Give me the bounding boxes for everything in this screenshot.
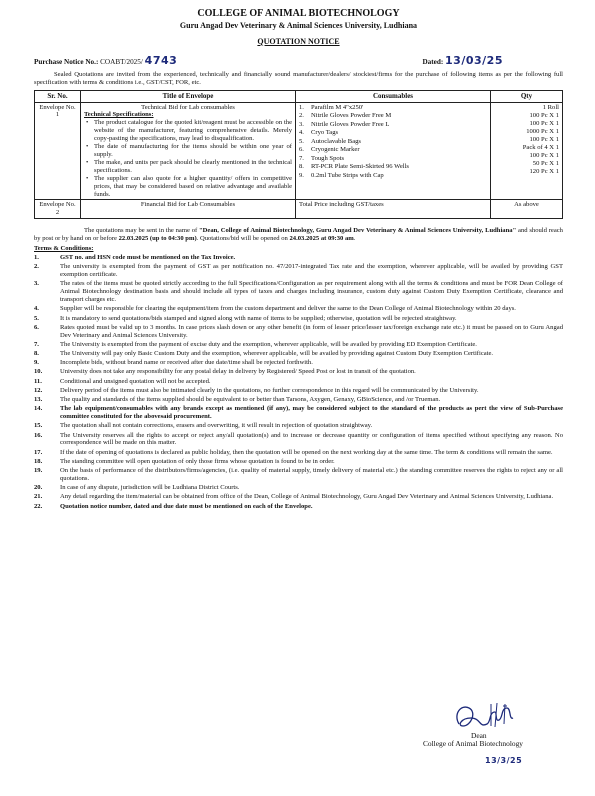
- item-qty: 100 Pc X 1: [529, 152, 559, 160]
- header-consumables: Consumables: [296, 91, 491, 102]
- notice-number-line: [34, 54, 563, 67]
- signatory-designation: Dean: [471, 731, 487, 740]
- envelope-1-title: Technical Bid for Lab consumables: [141, 103, 235, 111]
- envelope-2-label: Envelope No. 2: [35, 200, 81, 219]
- term-number: 6.: [34, 323, 39, 331]
- terms-list: [34, 254, 563, 511]
- spec-item: • The date of manufacturing for the items should be within one year of supply.: [94, 143, 292, 159]
- item-number: 7.: [299, 154, 304, 162]
- purchase-notice-label: Purchase Notice No.:: [34, 58, 99, 67]
- term-number: 21.: [34, 493, 43, 501]
- envelope-2-consumables: Total Price including GST/taxes: [296, 200, 491, 219]
- term-item: [34, 350, 563, 358]
- term-item: [34, 368, 563, 376]
- term-item: [34, 484, 563, 492]
- tech-spec-heading: Technical Specifications:: [84, 111, 154, 119]
- item-name: Cryo Tags: [311, 129, 339, 137]
- signatory-office: College of Animal Biotechnology: [423, 739, 523, 748]
- university-name: Guru Angad Dev Veterinary & Animal Sciences University, Ludhiana: [179, 21, 418, 30]
- item-qty: Pack of 4 X 1: [522, 144, 559, 152]
- item-qty: 120 Pc X 1: [529, 168, 559, 176]
- term-number: 18.: [34, 457, 43, 465]
- term-item: [34, 263, 563, 279]
- term-text: GST no. and HSN code must be mentioned on the Tax Invoice.: [60, 253, 236, 261]
- signature-handwritten-date: 13/3/25: [485, 756, 523, 765]
- term-text: Quotation notice number, dated and due date must be mentioned on each of the Envelope.: [60, 502, 313, 510]
- item-number: 1.: [299, 103, 304, 111]
- table-header-row: [35, 91, 563, 102]
- consumables-cell: [296, 102, 491, 200]
- item-number: 2.: [299, 112, 304, 120]
- item-name: Nitrile Gloves Powder Free M: [311, 112, 392, 120]
- item-name: 0.2ml Tube Strips with Cap: [311, 171, 384, 179]
- term-number: 20.: [34, 484, 43, 492]
- term-number: 4.: [34, 305, 39, 313]
- term-item: [34, 405, 563, 421]
- term-item: [34, 315, 563, 323]
- term-item: [34, 378, 563, 386]
- term-text: Conditional and unsigned quotation will not be accepted.: [60, 377, 211, 385]
- term-text: The university is exempted from the payment of GST as per notification no. 47/2017-integrated Tax rate and the exemption, wherever applicable, will be availed by providing GST exemption certificate.: [60, 263, 563, 279]
- term-item: [34, 280, 563, 304]
- submission-deadline: 22.03.2025 (up to 04:30 pm): [118, 235, 197, 243]
- item-number: 6.: [299, 146, 304, 154]
- dated-label: Dated:: [422, 58, 444, 67]
- envelope-1-title-cell: [81, 102, 296, 200]
- header-sr-no: Sr. No.: [35, 91, 81, 102]
- term-text: The quality and standards of the items supplied should be equivalent to or better than Tarsons, Axygen, Genaxy, GBioScience, and /or Trueman.: [60, 396, 441, 404]
- intro-paragraph: Sealed Quotations are invited from the experienced, technically and financially sound manufacturer/dealers/ stockiest/firms for the purchase of following items as per the following full specification with terms & conditions i.e., GST/CST, FOR, etc.: [34, 71, 563, 87]
- notice-date: [422, 54, 503, 67]
- qty-cell: [491, 102, 563, 200]
- item-qty: 100 Pc X 1: [529, 119, 559, 127]
- term-text: Incomplete bids, without brand name or received after due date/time shall be rejected forthwith.: [60, 359, 313, 367]
- term-number: 12.: [34, 386, 43, 394]
- submission-text: . Quotations/bid will be opened on: [196, 235, 290, 243]
- notice-title: QUOTATION NOTICE: [257, 36, 340, 46]
- term-text: The University reserves all the rights to accept or reject any/all quotation(s) and to increase or decrease quantity or configuration of items specified without specifying any reason. No correspondence will be made on this matter.: [60, 431, 563, 447]
- signature-scribble: [451, 700, 521, 734]
- term-text: Rates quoted must be valid up to 3 months. In case prices slash down or any other benefit (in form of lesser price/lesser tax/foreign exchange rate etc.) it must be passed on to Guru Angad Dev Veterinary and Animal Sciences University.: [60, 323, 563, 339]
- term-number: 16.: [34, 431, 43, 439]
- tech-spec-list: [84, 119, 292, 198]
- term-number: 9.: [34, 359, 39, 367]
- spec-item: • The product catalogue for the quoted kit/reagent must be accessible on the website of the manufacturer, featuring comprehensive details. Merely copy-pasting the specifications, may lead to disqualification.: [94, 119, 292, 143]
- term-number: 2.: [34, 263, 39, 271]
- term-item: [34, 254, 563, 262]
- term-item: [34, 305, 563, 313]
- table-row: [35, 102, 563, 200]
- term-number: 3.: [34, 280, 39, 288]
- header-title-envelope: Title of Envelope: [81, 91, 296, 102]
- college-name: COLLEGE OF ANIMAL BIOTECHNOLOGY: [197, 8, 400, 19]
- term-number: 1.: [34, 253, 39, 261]
- item-number: 3.: [299, 120, 304, 128]
- item-number: 9.: [299, 171, 304, 179]
- opening-datetime: 24.03.2025 at 09:30 am: [289, 235, 354, 243]
- item-number: 8.: [299, 163, 304, 171]
- term-text: The University will pay only Basic Custom Duty and the exemption, wherever applicable, will be availed by providing against Custom Duty Exemption Certificate.: [60, 350, 494, 358]
- item-name: Nitrile Gloves Powder Free L: [311, 120, 390, 128]
- consumables-list: [299, 104, 487, 180]
- item-name: Autoclavable Bags: [311, 137, 361, 145]
- submission-text: and should reach by post or by hand on or before: [34, 227, 563, 243]
- term-text: Any detail regarding the item/material can be obtained from office of the Dean, College of Animal Biotechnology, Guru Angad Dev Veterinary and Animal Sciences University, Ludhiana.: [60, 493, 554, 501]
- addressee: "Dean, College of Animal Biotechnology, Guru Angad Dev Veterinary & Animal Sciences University, Ludhiana": [198, 227, 517, 235]
- envelope-2-qty: As above: [491, 200, 563, 219]
- term-item: [34, 387, 563, 395]
- item-qty: 1000 Pc X 1: [526, 127, 559, 135]
- term-text: Supplier will be responsible for clearing the equipment/item from the custom department and deliver the same to the Dean College of Animal Biotechnology within 20 days.: [60, 305, 516, 313]
- item-number: 4.: [299, 129, 304, 137]
- term-text: It is mandatory to send quotations/bids stamped and signed along with name of items to be supplied; otherwise, quotation will be rejected straightway.: [60, 314, 457, 322]
- item-qty: 100 Pc X 1: [529, 136, 559, 144]
- term-item: [34, 458, 563, 466]
- item-name: Tough Spots: [311, 154, 345, 162]
- term-text: The University is exempted from the payment of excise duty and the exemption, wherever applicable, will be availed by providing ED Exemption Certificate.: [60, 340, 477, 348]
- table-row: [35, 200, 563, 219]
- handwritten-date: 13/03/25: [445, 54, 503, 68]
- term-text: The quotation shall not contain corrections, erasers and overwriting, it will result in rejection of quotation straightway.: [60, 422, 373, 430]
- term-item: [34, 341, 563, 349]
- term-number: 17.: [34, 448, 43, 456]
- term-number: 13.: [34, 396, 43, 404]
- item-name: Cryogenic Marker: [311, 146, 360, 154]
- term-text: University does not take any responsibility for any postal delay in delivery by Registered/ Speed Post or lost in transit of the quotation.: [60, 368, 416, 376]
- term-number: 5.: [34, 314, 39, 322]
- signature-block: [419, 700, 559, 790]
- terms-heading: Terms & Conditions:: [34, 245, 94, 253]
- purchase-notice-number: [34, 54, 177, 67]
- term-text: In case of any dispute, jurisdiction will be Ludhiana District Courts.: [60, 484, 240, 492]
- header-qty: Qty: [491, 91, 563, 102]
- term-item: [34, 493, 563, 501]
- term-item: [34, 324, 563, 340]
- term-text: The standing committee will open quotation of only those firms whose quotation is found to be in order.: [60, 457, 335, 465]
- item-name: RT-PCR Plate Semi-Skirted 96 Wells: [311, 163, 409, 171]
- item-number: 5.: [299, 137, 304, 145]
- spec-item: • The supplier can also quote for a higher quantity/ offers in competitive prices, that may be considered based on relative advantage and available funds.: [94, 175, 292, 199]
- term-number: 7.: [34, 340, 39, 348]
- term-number: 22.: [34, 502, 43, 510]
- handwritten-notice-number: 4743: [144, 54, 178, 68]
- term-item: [34, 422, 563, 430]
- items-table: [34, 90, 563, 219]
- term-item: [34, 432, 563, 448]
- term-text: On the basis of performance of the distributors/firms/agencies, (i.e. quality of material supply, timely delivery of material etc.) the standing committee reserves the rights to reject any or all quotations.: [60, 467, 563, 482]
- term-number: 8.: [34, 350, 39, 358]
- term-number: 14.: [34, 405, 43, 413]
- term-item: [34, 467, 563, 483]
- term-item: [34, 396, 563, 404]
- envelope-2-title: Financial Bid for Lab Consumables: [81, 200, 296, 219]
- term-item: [34, 449, 563, 457]
- spec-item: • The make, and units per pack should be clearly mentioned in the technical specifications.: [94, 159, 292, 175]
- item-qty: 100 Pc X 1: [529, 111, 559, 119]
- submission-text: The quotations may be sent in the name of: [84, 227, 199, 235]
- item-name: Parafilm M 4"x250': [311, 103, 364, 111]
- term-text: If the date of opening of quotations is declared as public holiday, then the quotation will be opened on the next working day at the same time. The term & conditions will remain the same.: [60, 448, 553, 456]
- envelope-1-label: Envelope No. 1: [35, 102, 81, 200]
- term-item: [34, 503, 563, 511]
- submission-text: .: [353, 235, 356, 243]
- term-text: The rates of the items must be quoted strictly according to the full Specifications/Configuration as per requirement along with all the terms & conditions and must be FOR Dean College of Animal Biotechnology destination basis and should include all types of taxes and charges including insurance, custom duty against Custom Duty Exemption Certificate, clearance and transport charges etc.: [60, 280, 563, 304]
- item-qty: 1 Roll: [542, 103, 559, 111]
- item-qty: 50 Pc X 1: [532, 160, 559, 168]
- term-item: [34, 359, 563, 367]
- submission-paragraph: [34, 227, 563, 243]
- term-number: 19.: [34, 467, 43, 475]
- term-number: 11.: [34, 377, 42, 385]
- term-number: 10.: [34, 368, 43, 376]
- term-number: 15.: [34, 422, 43, 430]
- term-text: Delivery period of the items must also be intimated clearly in the quotations, no further correspondence in this regard will be communicated by the University.: [60, 386, 479, 394]
- purchase-notice-ref: COABT/2025/: [100, 58, 143, 67]
- term-text: The lab equipment/consumables with any brands except as mentioned (if any), may be considered subject to the standard of the products as pert the view of Sub-Purchase committee constituted for the abovesaid procurement.: [60, 405, 563, 421]
